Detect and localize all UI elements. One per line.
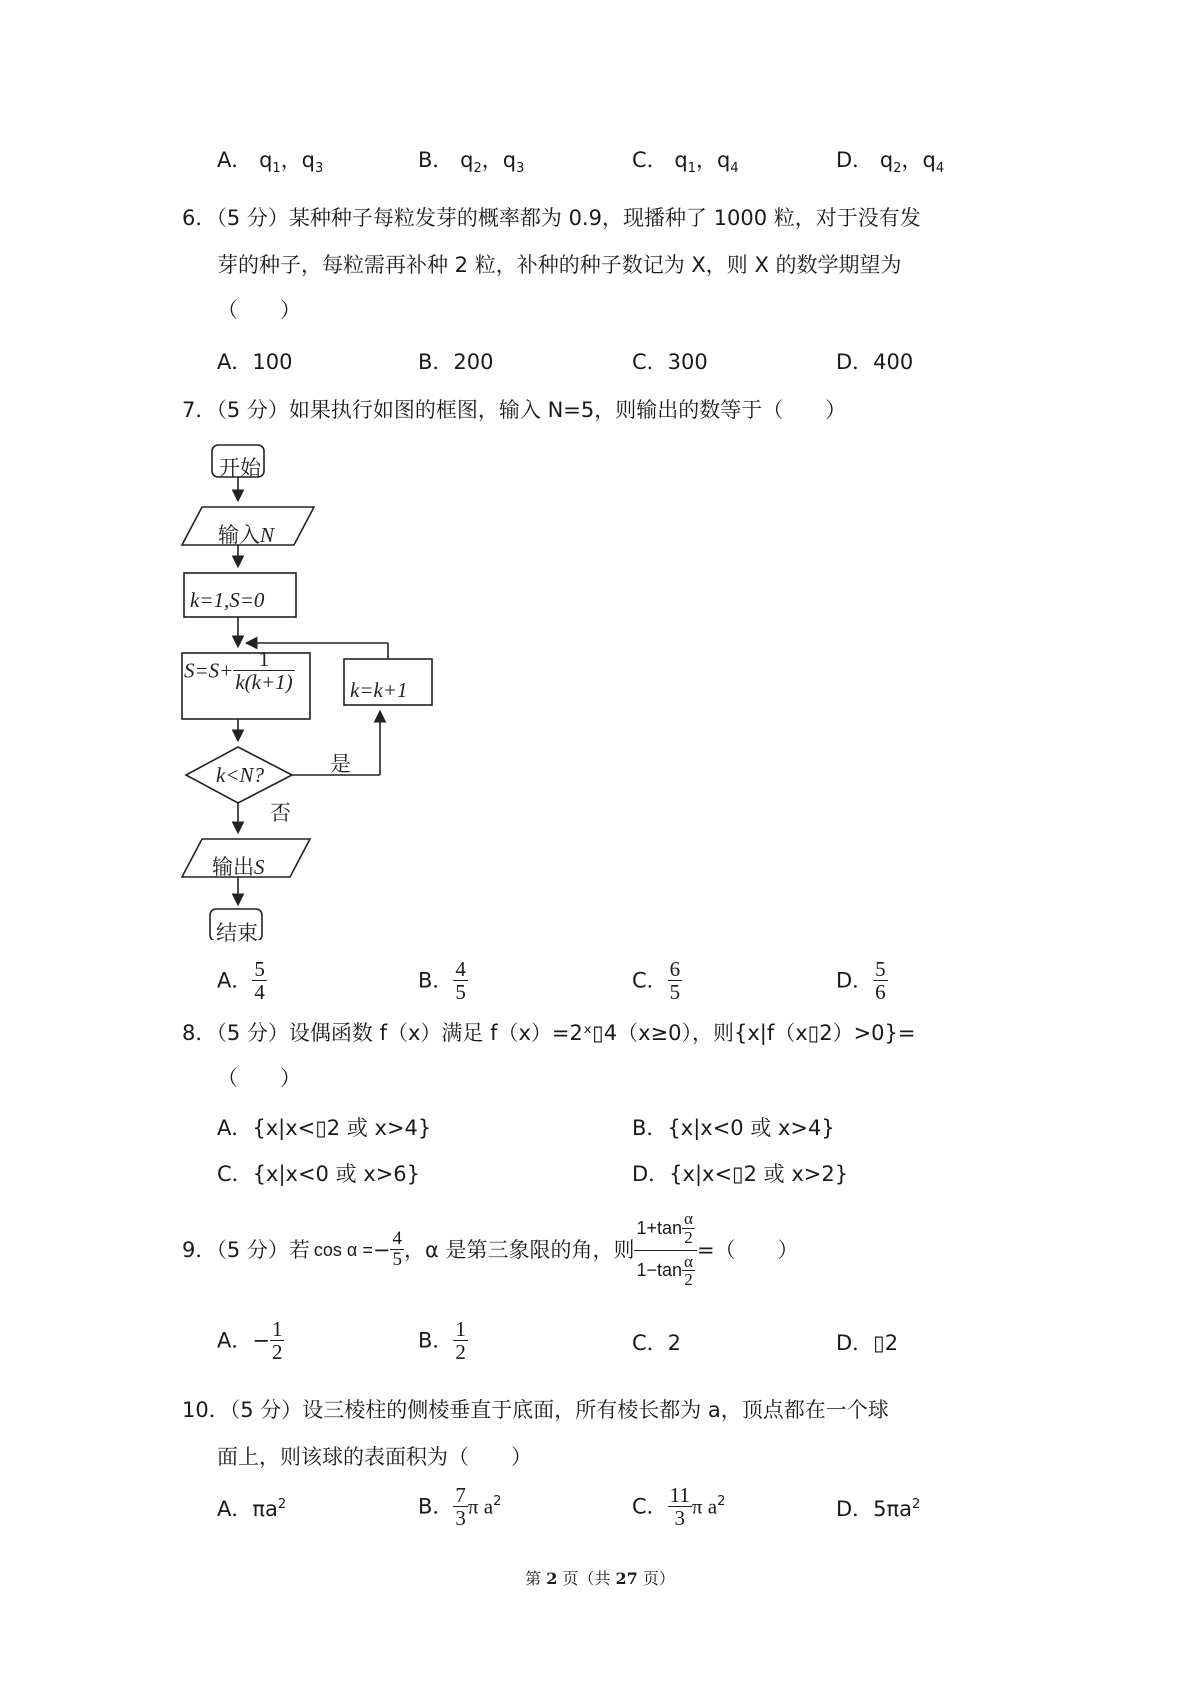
- q5-option-a: A． $q_1$，$q_3$: [217, 148, 324, 177]
- q10-option-b: B． $\frac{7}{3}$ π $a^2$: [418, 1483, 502, 1531]
- top-two: 2: [684, 1227, 693, 1247]
- q7-option-a: [217, 958, 267, 1004]
- option-letter: B．: [418, 148, 454, 172]
- top-alpha: α: [684, 1208, 693, 1228]
- q9-den: 5: [392, 1249, 402, 1271]
- option-den: 3: [455, 1506, 466, 1531]
- option-den: 5: [455, 980, 466, 1005]
- flow-yes-label: 是: [330, 752, 351, 776]
- flow-output-label: [212, 851, 265, 881]
- option-letter: C．: [632, 968, 668, 993]
- q8-line-2: （ ）: [217, 1066, 301, 1090]
- q6-option-b: B．200: [418, 350, 494, 374]
- option-num: 5: [875, 957, 886, 981]
- q10-option-a: A．$\pi a^2$: [217, 1497, 287, 1521]
- page-footer: [0, 1566, 1200, 1589]
- option-den: 6: [875, 980, 886, 1005]
- input-var: N: [260, 523, 275, 547]
- option-letter: A．: [217, 1497, 253, 1521]
- q7-line-1: 7．（5 分）如果执行如图的框图，输入 N=5，则输出的数等于（ ）: [182, 398, 847, 422]
- option-num: 7: [455, 1483, 466, 1507]
- option-text: 2: [667, 1331, 682, 1355]
- option-num: 5: [254, 957, 265, 981]
- q6-line-2: 芽的种子，每粒需再补种 2 粒，补种的种子数记为 X，则 X 的数学期望为: [217, 253, 902, 277]
- option-tail: π a: [691, 1494, 718, 1519]
- q7-option-b: [418, 958, 468, 1004]
- input-prefix: 输入: [218, 523, 260, 547]
- q9-option-d: [836, 1333, 898, 1354]
- option-num: 1: [455, 1317, 466, 1341]
- option-letter: D．: [836, 1497, 874, 1521]
- flow-end-label: 结束: [216, 921, 258, 945]
- bot-alpha: α: [684, 1251, 693, 1271]
- q9-suffix: =（ ）: [696, 1237, 799, 1262]
- q7-option-c: [632, 958, 682, 1004]
- footer-pre: 第: [525, 1569, 547, 1588]
- sum-num: 1: [233, 648, 294, 671]
- option-letter: C．: [632, 1494, 668, 1519]
- option-num: 6: [669, 957, 681, 981]
- flow-no-label: 否: [270, 801, 291, 825]
- option-tail: π a: [467, 1494, 494, 1519]
- option-text: q: [259, 148, 273, 172]
- q9-minus: −: [372, 1237, 391, 1262]
- option-text: 5πa: [873, 1497, 913, 1521]
- flow-input-label: [218, 519, 274, 549]
- sum-left: S=S+: [184, 658, 234, 683]
- q10-option-c: C． $\frac{11}{3}$ π $a^2$: [632, 1483, 726, 1531]
- option-letter: D．: [836, 148, 874, 172]
- q8-line-1: 8．（5 分）设偶函数 f（x）满足 f（x）=2ˣ▯4（x≥0），则{x|f（x▯2）>0}=: [182, 1021, 916, 1045]
- option-letter: B．: [418, 1494, 454, 1519]
- option-letter: D．: [836, 1331, 874, 1355]
- option-text: ▯2: [873, 1331, 899, 1355]
- footer-post: 页）: [637, 1569, 675, 1588]
- q6-line-1: 6．（5 分）某种种子每粒发芽的概率都为 0.9，现播种了 1000 粒，对于没有发: [182, 206, 921, 230]
- option-letter: A．: [217, 968, 253, 993]
- q5-option-b: B． $q_2$，$q_3$: [418, 148, 525, 177]
- option-text: πa: [252, 1497, 278, 1521]
- flow-sum-label: [184, 648, 295, 694]
- option-sign: −: [252, 1328, 270, 1353]
- q9-option-c: [632, 1333, 681, 1354]
- q6-option-c: C．300: [632, 350, 708, 374]
- bot-lead: 1−tan: [636, 1260, 683, 1281]
- option-letter: C．: [632, 148, 668, 172]
- option-text: q: [460, 148, 474, 172]
- q9-big-fraction: [634, 1210, 696, 1290]
- q10-line-2: 面上，则该球的表面积为（ ）: [217, 1445, 532, 1469]
- flow-init-label: k=1,S=0: [190, 588, 265, 612]
- q6-line-3: （ ）: [217, 298, 301, 322]
- flow-start-label: 开始: [219, 456, 261, 480]
- q9-line: [182, 1208, 799, 1290]
- q7-option-d: [836, 958, 888, 1004]
- option-letter: C．: [632, 1331, 668, 1355]
- option-letter: D．: [836, 968, 874, 993]
- output-var: S: [254, 855, 265, 879]
- q5-option-d: D． $q_2$，$q_4$: [836, 148, 945, 177]
- option-letter: A．: [217, 1328, 253, 1353]
- option-letter: B．: [418, 968, 454, 993]
- q9-prefix: 9．（5 分）若: [182, 1237, 310, 1262]
- option-den: 2: [271, 1340, 283, 1365]
- option-text: q: [674, 148, 688, 172]
- footer-mid: 页（共: [557, 1569, 616, 1588]
- footer-total: 27: [615, 1569, 638, 1588]
- option-num: 4: [455, 957, 466, 981]
- bot-two: 2: [684, 1270, 693, 1290]
- q9-option-a: [217, 1318, 284, 1364]
- option-den: 5: [669, 980, 681, 1005]
- footer-page: 2: [546, 1569, 558, 1588]
- option-text: q: [879, 148, 894, 172]
- q10-option-d: D．$5\pi a^2$: [836, 1497, 921, 1521]
- q5-option-c: C． $q_1$，$q_4$: [632, 148, 739, 177]
- option-num: 11: [669, 1483, 690, 1507]
- q8-option-d: D．{x|x<▯2 或 x>2}: [632, 1162, 849, 1186]
- q6-option-a: A．100: [217, 350, 293, 374]
- option-den: 4: [254, 980, 265, 1005]
- option-den: 2: [455, 1340, 466, 1365]
- q6-option-d: D．400: [836, 350, 914, 374]
- q8-option-b: B．{x|x<0 或 x>4}: [632, 1116, 835, 1140]
- option-letter: A．: [217, 148, 253, 172]
- flow-cond-label: k<N?: [216, 763, 264, 787]
- top-lead: 1+tan: [636, 1218, 683, 1239]
- q8-option-a: A．{x|x<▯2 或 x>4}: [217, 1116, 432, 1140]
- q10-line-1: 10．（5 分）设三棱柱的侧棱垂直于底面，所有棱长都为 a，顶点都在一个球: [182, 1398, 889, 1422]
- q9-option-b: [418, 1318, 468, 1364]
- output-prefix: 输出: [212, 855, 254, 879]
- option-letter: B．: [418, 1328, 454, 1353]
- q9-cos: cos α =: [313, 1240, 373, 1260]
- option-den: 3: [674, 1506, 686, 1531]
- q9-mid: ，α 是第三象限的角，则: [403, 1237, 635, 1262]
- q9-num: 4: [392, 1228, 402, 1250]
- q8-option-c: C．{x|x<0 或 x>6}: [217, 1162, 421, 1186]
- option-num: 1: [271, 1317, 283, 1341]
- flow-incr-label: k=k+1: [350, 678, 408, 702]
- sum-den: k(k+1): [235, 670, 293, 695]
